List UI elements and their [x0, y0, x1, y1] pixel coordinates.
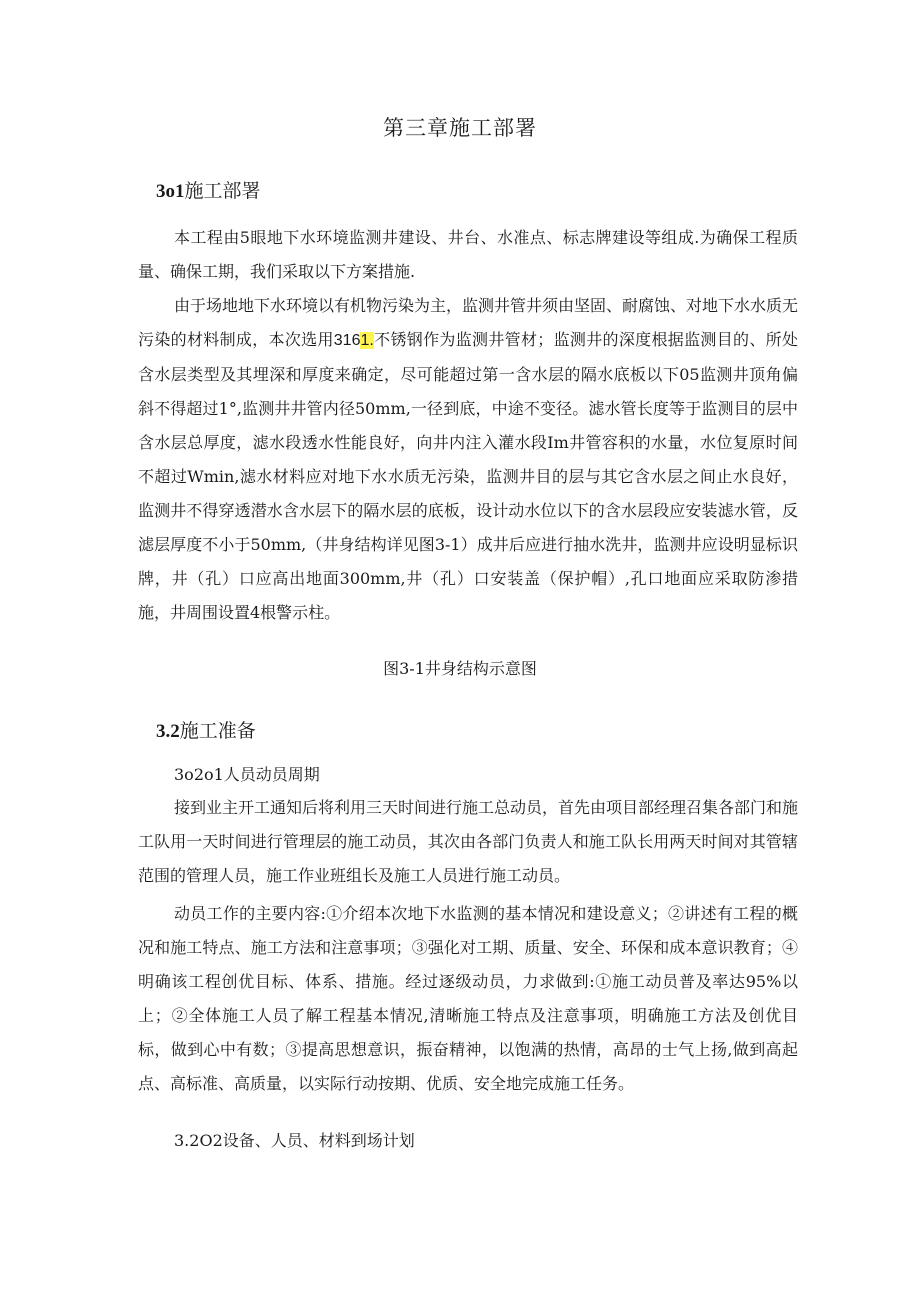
subsection-heading-resources: 3.2O2设备、人员、材料到场计划: [174, 1131, 415, 1150]
paragraph-mobilization: 接到业主开工通知后将利用三天时间进行施工总动员，首先由项目部经理召集各部门和施工队用一天时间进行管理层的施工动员，其次由各部门负责人和施工队长用两天时间对其管辖范围的管理人员，施工作业班组长及施工人员进行施工动员。: [138, 798, 799, 885]
paragraph-text: 由于场地地下水环境以有机物污染为主，监测井管井须由坚固、耐腐蚀、对地下水水质无污染的材料制成，本次选用: [138, 296, 799, 349]
chapter-title: 第三章施工部署: [383, 116, 537, 140]
figure-caption: 图3-1井身结构示意图: [383, 659, 537, 678]
section-heading-3-1: [156, 176, 261, 203]
section-number: 3o1: [156, 181, 185, 202]
section-title: 施工准备: [179, 720, 256, 742]
highlighted-text: 1.: [360, 332, 374, 349]
subsection-heading-mobilization: 3o2o1人员动员周期: [174, 765, 320, 784]
steel-grade: 316: [333, 332, 361, 349]
section-heading-3-2: [156, 716, 256, 743]
paragraph-overview: 本工程由5眼地下水环境监测井建设、井台、水准点、标志牌建设等组成.为确保工程质量、确保工期，我们采取以下方案措施.: [138, 228, 798, 281]
section-number: 3.2: [156, 721, 180, 742]
section-title: 施工部署: [184, 180, 261, 202]
paragraph-text: 不锈钢作为监测井管材；监测井的深度根据监测目的、所处含水层类型及其埋深和厚度来确定，尽可能超过第一含水层的隔水底板以下05监测井顶角偏斜不得超过1°,监测井井管内径50mm,一径到底，中途不变径。滤水管长度等于监测目的层中含水层总厚度，滤水段透水性能良好，向井内注入灌水段Im井管容积的水量，水位复原时间不超过Wmin,滤水材料应对地下水水质无污染，监测井目的层与其它含水层之间止水良好，监测井不得穿透潜水含水层下的隔水层的底板，设计动水位以下的含水层段应安装滤水管，反滤层厚度不小于50mm,（井身结构详见图3-1）成井后应进行抽水洗井，监测井应设明显标识牌，井（孔）口应高出地面300mm,井（孔）口安装盖（保护帽）,孔口地面应采取防渗措施，井周围设置4根警示柱。: [138, 330, 798, 622]
paragraph-mobilization-content: 动员工作的主要内容:①介绍本次地下水监测的基本情况和建设意义；②讲述有工程的概况和施工特点、施工方法和注意事项；③强化对工期、质量、安全、环保和成本意识教育；④明确该工程创优目标、体系、措施。经过逐级动员，力求做到:①施工动员普及率达95%以上；②全体施工人员了解工程基本情况,清晰施工特点及注意事项，明确施工方法及创优目标，做到心中有数；③提高思想意识，振奋精神，以饱满的热情，高昂的士气上扬,做到高起点、高标准、高质量，以实际行动按期、优质、安全地完成施工任务。: [138, 904, 798, 1093]
paragraph-well-specs: [138, 289, 798, 630]
